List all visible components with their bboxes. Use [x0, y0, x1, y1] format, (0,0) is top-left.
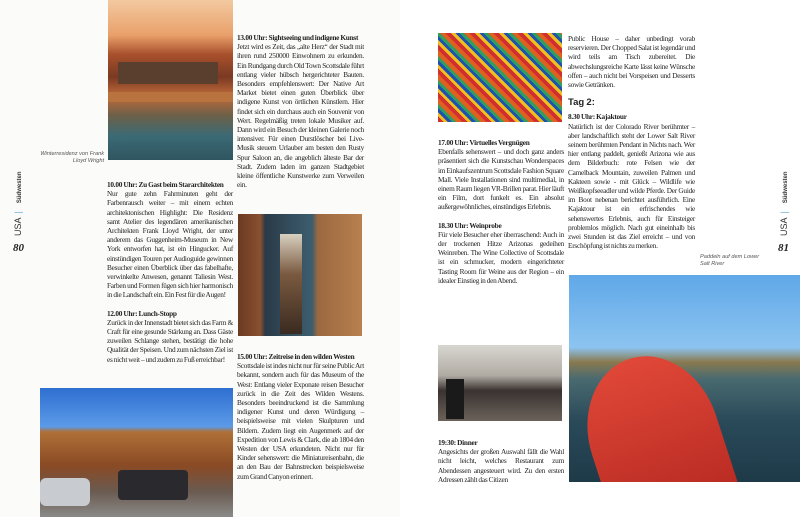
- section-country: USA: [13, 217, 23, 236]
- divider: |: [13, 211, 23, 214]
- text-column-6: [568, 34, 695, 250]
- photo-wine-room: [438, 345, 562, 421]
- caption-residence: Winterresidenz von Frank Lloyd Wright: [40, 151, 104, 164]
- text-column-4: [438, 138, 564, 285]
- section-body: Public House – daher unbedingt vorab reservieren. Der Chopped Salat ist legendär und wird teils am Tisch zubereitet. Die abwechslungsreiche Karte lässt keine Wünsche offen – auch nicht bei Vorspeisen und Desserts sowie Getränken.: [568, 34, 695, 90]
- section-region: Südwesten: [17, 171, 23, 204]
- section-heading: 18.30 Uhr: Weinprobe: [438, 220, 502, 230]
- section-region: Südwesten: [783, 171, 789, 204]
- text-column-3: [237, 352, 364, 481]
- section-body: Natürlich ist der Colorado River berühmter – aber landschaftlich steht der Lower Salt River seinem berühmten Pendant in Nichts nach. Wer hier entlang paddelt, genießt Arizona wie aus dem Bilderbuch: rote Felsen wie der Camelback Mountain, zuweilen Palmen und Kakteen sowie - mit Glück – Wildlife wie Weißkopfseeadler und wilde Pferde. Der Guide im Boot nebenan berichtet ausführlich. Eine Kajaktour ist ein erfrischendes wie sehenswertes Erlebnis, auch für Einsteiger problemlos möglich. Nach gut eineinhalb bis zwei Stunden ist das Ziel erreicht – und von Erschöpfung ist nichts zu merken.: [568, 121, 695, 251]
- section-body: Jetzt wird es Zeit, das „alte Herz“ der Stadt mit ihren rund 250000 Einwohnern zu erkunden. Ein Rundgang durch Old Town Scottsdale führt entlang vieler hübsch hergerichteter Bauten. Besonders empfehlenswert: Der Native Art Market bietet einen guten Überblick über indigene Kunst von örtlichen Künstlern. Hier findet sich ein durchaus auch ein Souvenir von Wert. Regelmäßig treten lokale Musiker auf. Dann wird ein Besuch der kleinen Galerie noch intensiver. Für einen Durstlöscher bei Live-Musik steuern Urlauber am besten den Rusty Spur Saloon an, die angeblich älteste Bar der Stadt. Zudem laden im ganzen Stadtgebiet kleine öffentliche Kunstwerke zum Verweilen ein.: [237, 42, 364, 190]
- section-heading: 8.30 Uhr: Kajaktour: [568, 112, 627, 122]
- photo-taliesin-west: [108, 0, 233, 160]
- day-heading: Tag 2:: [568, 97, 595, 109]
- section-heading: 10.00 Uhr: Zu Gast beim Stararchitekten: [107, 180, 224, 189]
- section-body: Für viele Besucher eher überraschend: Auch in der trockenen Hitze Arizonas gedeihen Weinreben. The Wine Collective of Scottsdale ist ein schmucker, modern eingerichteter Tasting Room für Weine aus der Region – ein idealer Einstieg in den Abend.: [438, 229, 564, 285]
- text-column-5: [438, 438, 564, 484]
- section-heading: 15.00 Uhr: Zeitreise in den wilden Westen: [237, 352, 355, 361]
- section-lunch: [107, 309, 233, 364]
- section-body: Scottsdale ist indes nicht nur für seine Public Art bekannt, sondern auch für das Museum of the West: Entlang vieler Exponate reisen Besucher zurück in die Zeit des Wilden Westens. Besonders beeindruckend ist die Sammlung indigener Kunst und deren Würdigung – beispielsweise mit vielen Skulpturen und Bildern. Zudem liegt ein Augenmerk auf der Expedition von Lewis & Clark, die ab 1804 den Westen der USA erkundeten. Nicht nur für Kinder sehenswert: die Miniatureisenbahn, die an den Bau der Bahnstrecken beispielsweise zum Grand Canyon erinnert.: [237, 361, 364, 481]
- section-body: Zurück in der Innenstadt bietet sich das Farm & Craft für eine gesunde Stärkung an. Dass Gäste zuweilen Schlange stehen, bestätigt die hohe Qualität der Speisen. Und zum nächsten Ziel ist es nicht weit – und zudem zu Fuß erreichbar!: [107, 317, 233, 364]
- section-body: Nur gute zehn Fahrminuten geht der Farbenrausch weiter – mit einem echten architektonischen Highlight: Die Residenz samt Atelier des legendären amerikanischen Architekten Frank Lloyd Wright, der unter anderem das Guggenheim-Museum in New York entworfen hat, ist ein Hingucker. Auf einstündigen Touren per Audioguide gewinnen Besucher einen Überblick über das fabelhafte, verwinkelte Anwesen, genannt Taliesin West. Farben und Formen fügen sich hier harmonisch in die Landschaft ein. Ein Fest für die Augen!: [107, 189, 233, 300]
- caption-kayak: Paddeln auf dem Lower Salt River: [700, 254, 760, 267]
- section-heading: 19:30: Dinner: [438, 438, 478, 447]
- page-number: 80: [13, 242, 24, 254]
- section-heading: 13.00 Uhr: Sightseeing und indigene Kunst: [237, 33, 359, 42]
- photo-kayak-salt-river: [569, 275, 800, 482]
- photo-native-sculpture: [238, 214, 362, 336]
- section-label: [13, 171, 23, 236]
- section-body: Angesichts der großen Auswahl fällt die Wahl nicht leicht, welches Restaurant zum Abendessen angesteuert wird. Zu den ersten Adressen zählt das Citizen: [438, 447, 564, 484]
- section-architect: [107, 180, 233, 300]
- divider: |: [779, 211, 789, 214]
- text-column-2: [237, 33, 364, 189]
- section-label: [779, 171, 789, 236]
- right-page: [400, 0, 800, 517]
- page-number: 81: [778, 242, 789, 254]
- section-body: Ebenfalls sehenswert – und doch ganz anders präsentiert sich die Kunstschau Wonderspaces im Einkaufszentrum Scottsdale Fashion Square Mall. Viele Installationen sind multimedial, in einem Raum liegen VR-Brillen parat. Hier läuft ein Film, dort funkelt es. Ein absolut außergewöhnliches, einstündiges Erlebnis.: [438, 147, 564, 212]
- section-country: USA: [779, 217, 789, 236]
- section-heading: 17.00 Uhr: Virtuelles Vergnügen: [438, 138, 530, 147]
- photo-western-town: [40, 388, 233, 517]
- section-heading: 12.00 Uhr: Lunch-Stopp: [107, 308, 177, 318]
- text-column-1: [107, 180, 233, 364]
- photo-wonderspaces-art: [438, 33, 562, 122]
